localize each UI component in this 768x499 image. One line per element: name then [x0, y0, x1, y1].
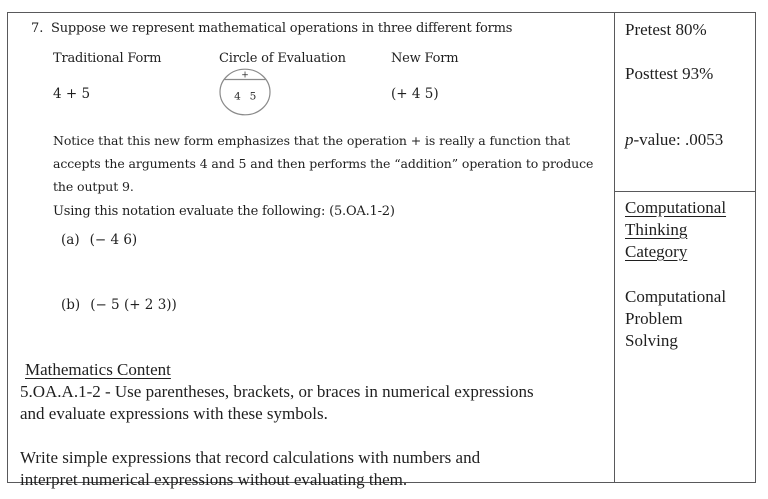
instruction-line: Using this notation evaluate the following: (5.OA.1-2)	[53, 204, 395, 219]
traditional-form-example: 4 + 5	[53, 86, 91, 102]
circle-of-evaluation-svg	[219, 68, 272, 116]
part-b-expression: (− 5 (+ 2 3))	[90, 297, 177, 313]
p-value	[625, 129, 751, 151]
notice-line-1: Notice that this new form emphasizes that the operation + is really a function that	[53, 133, 571, 148]
test-results-cell	[615, 13, 755, 192]
description-line-2: interpret numerical expressions without evaluating them.	[20, 470, 408, 489]
question-part-b	[61, 297, 614, 313]
p-value-number: -value: .0053	[633, 130, 724, 149]
question-intro-row	[31, 21, 614, 36]
ct-value-line-3: Solving	[625, 331, 678, 350]
notice-line-2: accepts the arguments 4 and 5 and then performs the “addition” operation to produce	[53, 156, 594, 171]
question-cell	[8, 13, 614, 489]
posttest-score: Posttest 93%	[625, 64, 714, 83]
circle-operator: +	[241, 70, 249, 81]
paragraph-spacer	[20, 425, 614, 447]
question-part-a	[61, 232, 614, 248]
description-line-1: Write simple expressions that record calculations with numbers and	[20, 448, 481, 467]
ct-category-cell	[615, 192, 755, 352]
ct-category-value	[625, 286, 751, 352]
part-a-expression: (− 4 6)	[89, 232, 138, 248]
assessment-item-table	[7, 12, 756, 489]
forms-comparison-row	[53, 51, 614, 120]
question-intro-text: Suppose we represent mathematical operations in three different forms	[51, 21, 513, 36]
circle-right-arg: 5	[249, 90, 257, 103]
ct-value-line-2: Problem	[625, 309, 683, 328]
mathematics-content-heading: Mathematics Content	[25, 360, 171, 379]
traditional-form-header: Traditional Form	[53, 51, 162, 66]
ct-value-line-1: Computational	[625, 287, 727, 306]
circle-of-evaluation-diagram	[219, 68, 391, 120]
pretest-score: Pretest 80%	[625, 20, 707, 39]
new-form-header: New Form	[391, 51, 459, 66]
notice-line-3: the output 9.	[53, 179, 134, 194]
circle-left-arg: 4	[234, 90, 241, 103]
p-value-symbol: p	[625, 130, 634, 149]
traditional-form-column	[53, 51, 219, 120]
question-number: 7.	[31, 21, 44, 36]
notice-paragraph	[53, 129, 614, 198]
standard-line-2: and evaluate expressions with these symbols.	[20, 404, 328, 423]
part-a-label: (a)	[61, 232, 80, 248]
ct-category-heading	[625, 197, 751, 263]
ct-heading-line-3: Category	[625, 242, 688, 261]
circle-of-evaluation-column	[219, 51, 391, 120]
results-column	[614, 13, 755, 482]
new-form-column	[391, 51, 614, 120]
circle-of-evaluation-header: Circle of Evaluation	[219, 51, 346, 66]
standard-line-1: 5.OA.A.1-2 - Use parentheses, brackets, or braces in numerical expressions	[20, 382, 534, 401]
part-b-label: (b)	[61, 297, 81, 313]
new-form-example: (+ 4 5)	[391, 86, 439, 102]
mathematics-content-section	[20, 359, 614, 491]
ct-heading-line-1: Computational	[625, 198, 727, 217]
ct-heading-line-2: Thinking	[625, 220, 688, 239]
